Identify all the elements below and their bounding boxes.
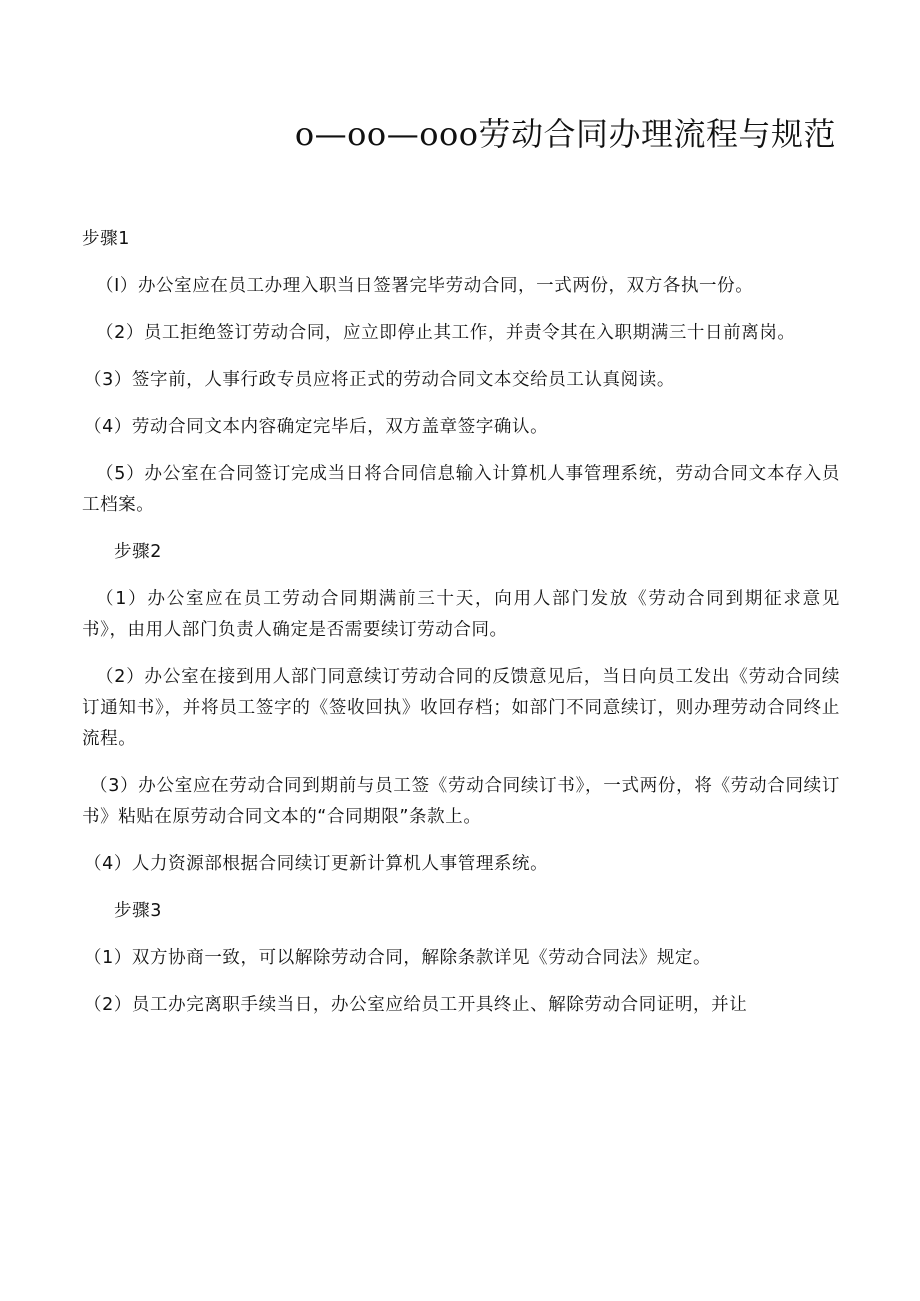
step-2-heading: 步骤2: [114, 542, 162, 562]
step-1-item-4: （4）劳动合同文本内容确定完毕后，双方盖章签字确认。: [84, 417, 549, 437]
document-body: [82, 224, 840, 1037]
step-1-item-1: （I）办公室应在员工办理入职当日签署完毕劳动合同，一式两份，双方各执一份。: [96, 276, 754, 296]
step-2-item-3: （3）办公室应在劳动合同到期前与员工签《劳动合同续订书》，一式两份，将《劳动合同续订书》粘贴在原劳动合同文本的“合同期限”条款上。: [82, 776, 840, 827]
step-3-item-1: （1）双方协商一致，可以解除劳动合同，解除条款详见《劳动合同法》规定。: [84, 948, 712, 968]
step-1-heading: 步骤1: [82, 229, 130, 249]
step-1-item-2: （2）员工拒绝签订劳动合同，应立即停止其工作，并责令其在入职期满三十日前离岗。: [96, 323, 796, 343]
step-3-item-2: （2）员工办完离职手续当日，办公室应给员工开具终止、解除劳动合同证明，并让: [84, 995, 748, 1015]
step-3-heading: 步骤3: [114, 901, 162, 921]
step-1-item-3: （3）签字前，人事行政专员应将正式的劳动合同文本交给员工认真阅读。: [84, 370, 675, 390]
step-1-item-5: （5）办公室在合同签订完成当日将合同信息输入计算机人事管理系统，劳动合同文本存入员工档案。: [82, 464, 840, 515]
step-2-item-1: （1）办公室应在员工劳动合同期满前三十天，向用人部门发放《劳动合同到期征求意见书》，由用人部门负责人确定是否需要续订劳动合同。: [82, 589, 840, 640]
document-title: o—oo—ooo劳动合同办理流程与规范: [294, 115, 836, 153]
step-2-item-2: （2）办公室在接到用人部门同意续订劳动合同的反馈意见后，当日向员工发出《劳动合同续订通知书》，并将员工签字的《签收回执》收回存档；如部门不同意续订，则办理劳动合同终止流程。: [82, 667, 840, 749]
step-2-item-4: （4）人力资源部根据合同续订更新计算机人事管理系统。: [84, 854, 549, 874]
